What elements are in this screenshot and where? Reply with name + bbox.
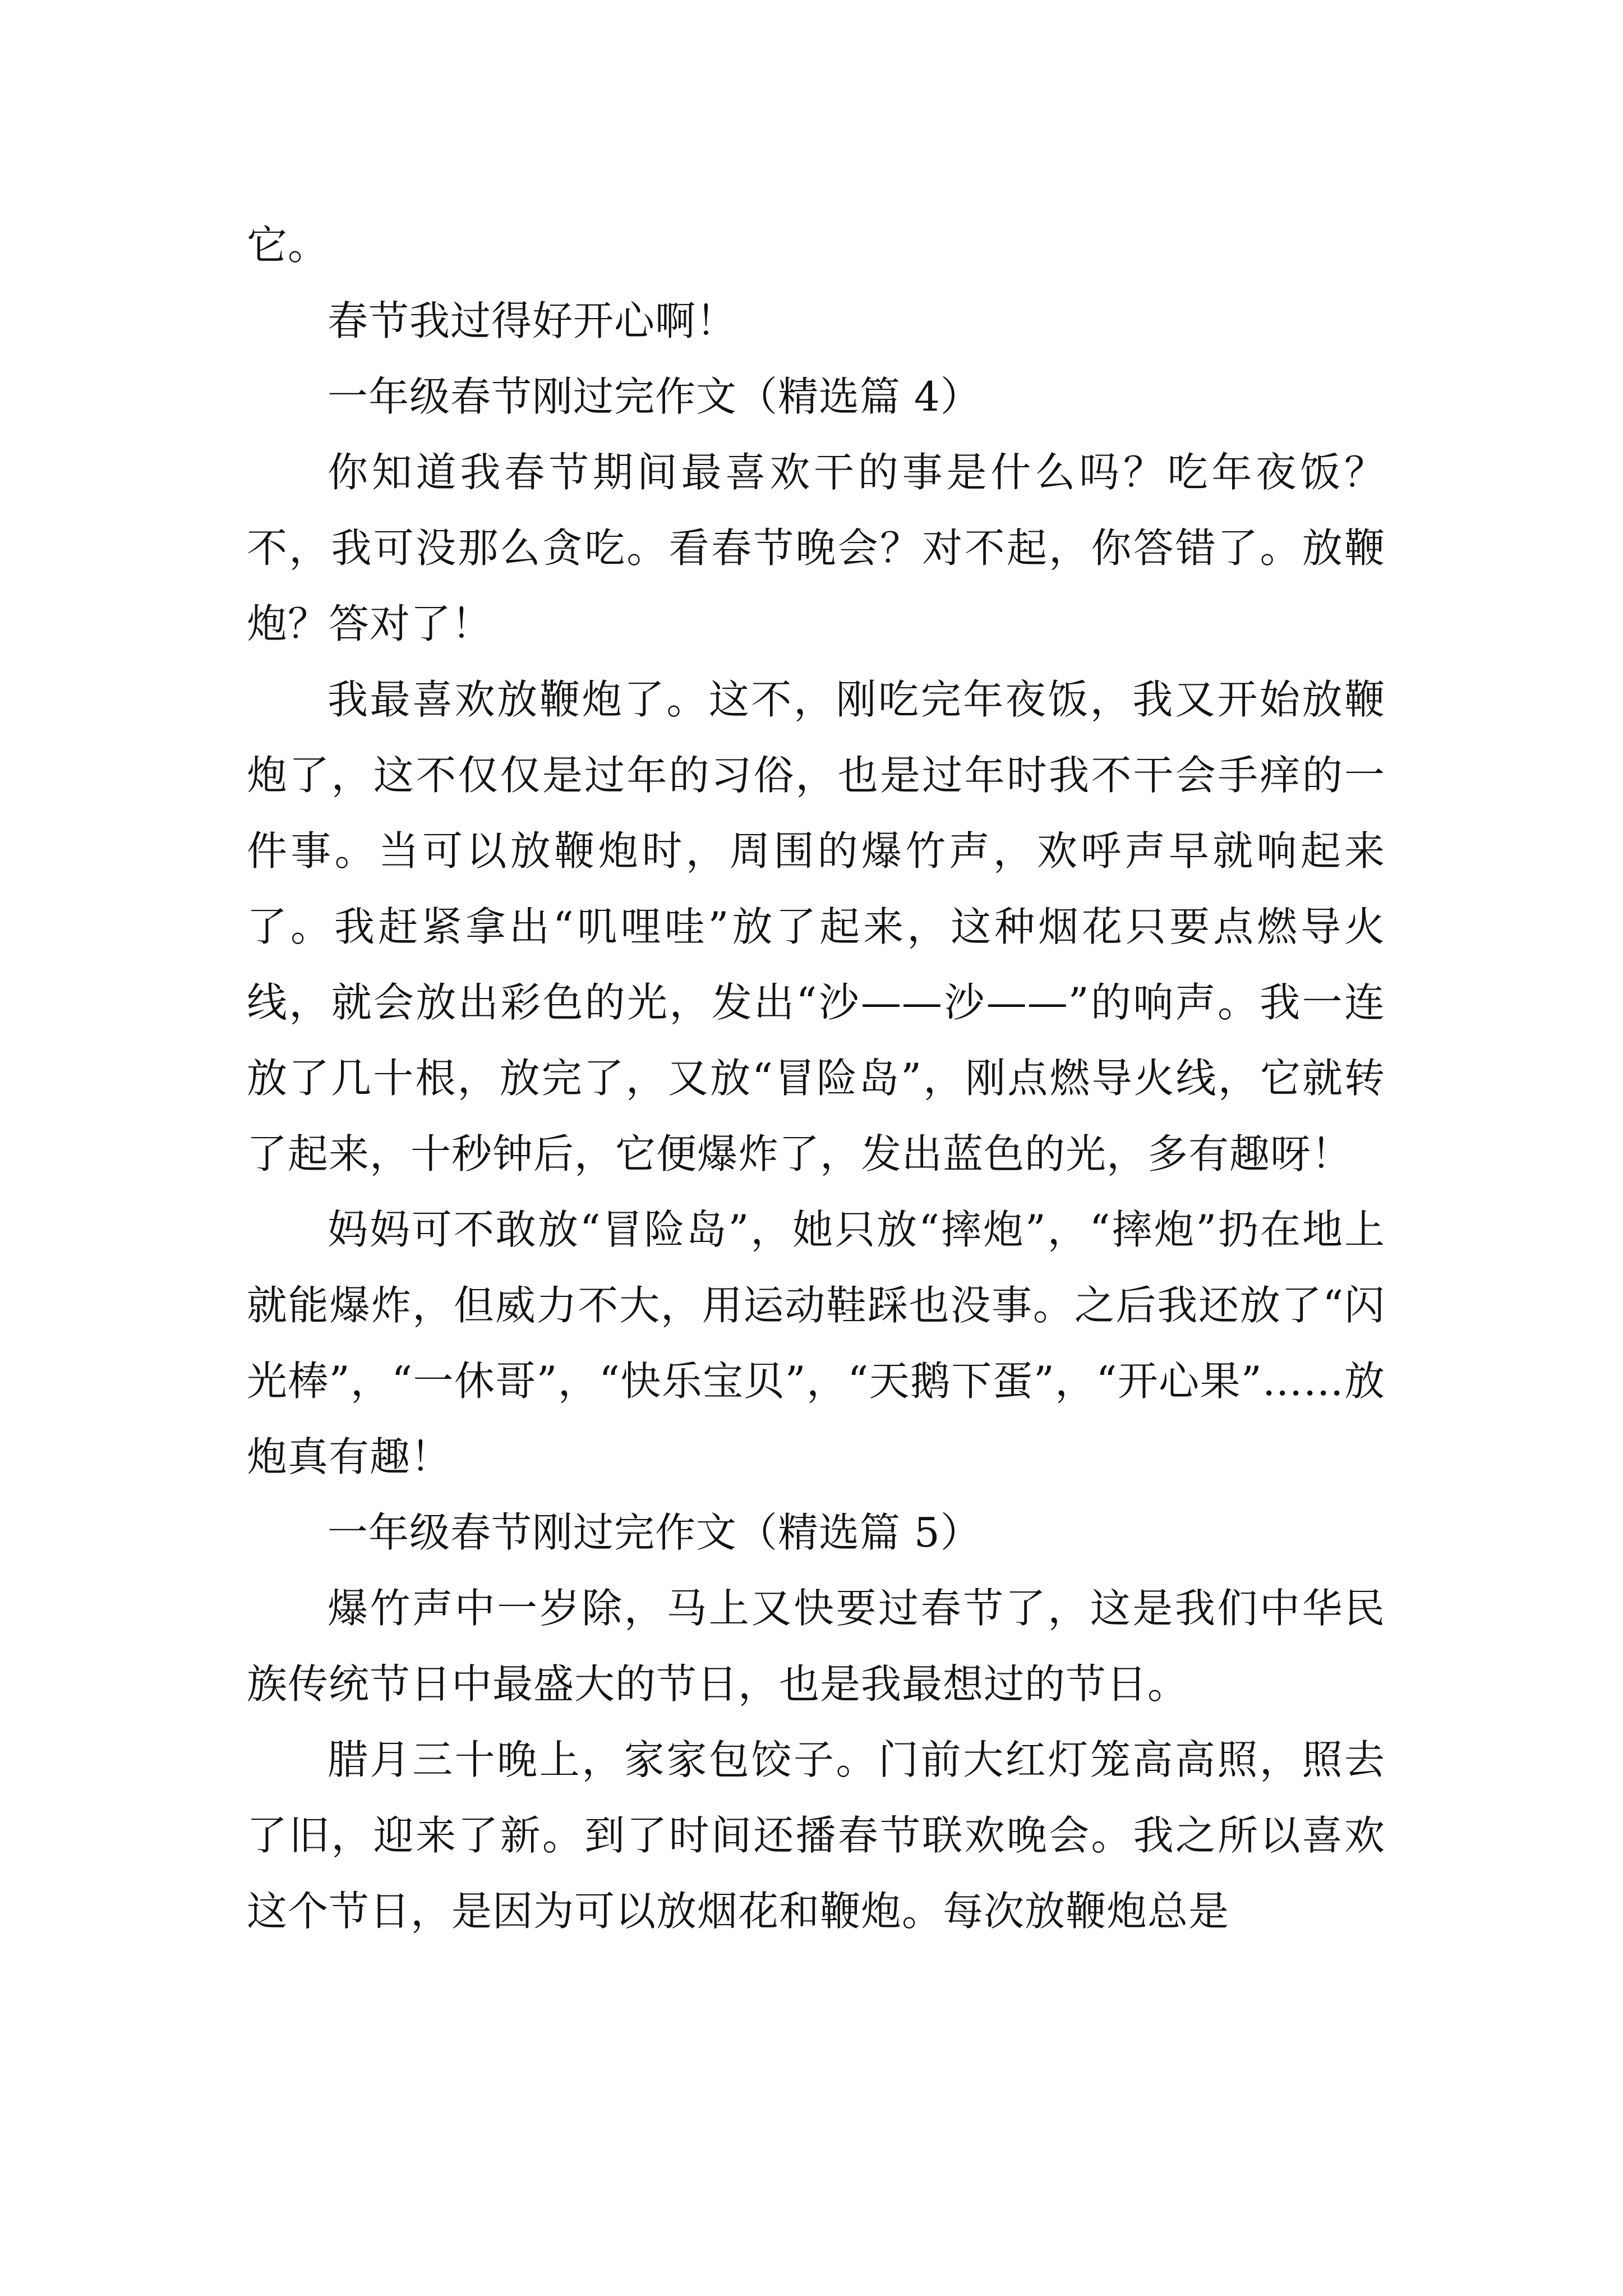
paragraph-continuation: 它。 — [247, 222, 329, 269]
paragraph-happy-spring-festival: 春节我过得好开心啊！ — [328, 297, 737, 344]
paragraph-mom-firecrackers: 妈妈可不敢放“冒险岛”，她只放“摔炮”，“摔炮”扔在地上就能爆炸，但威力不大，用运动鞋踩也没事。之后我还放了“闪光棒”，“一休哥”，“快乐宝贝”，“天鹅下蛋”，“开心果”……放炮真有趣！ — [247, 1206, 1385, 1480]
essay-heading-4: 一年级春节刚过完作文（精选篇 4） — [328, 373, 981, 420]
paragraph-firecrackers: 我最喜欢放鞭炮了。这不，刚吃完年夜饭，我又开始放鞭炮了，这不仅仅是过年的习俗，也是过年时我不干会手痒的一件事。当可以放鞭炮时，周围的爆竹声，欢呼声早就响起来了。我赶紧拿出“叽哩哇”放了起来，这种烟花只要点燃导火线，就会放出彩色的光，发出“沙——沙——”的响声。我一连放了几十根，放完了，又放“冒险岛”，刚点燃导火线，它就转了起来，十秒钟后，它便爆炸了，发出蓝色的光，多有趣呀！ — [247, 676, 1385, 1177]
paragraph-greatest-festival: 爆竹声中一岁除，马上又快要过春节了，这是我们中华民族传统节日中最盛大的节日，也是我最想过的节日。 — [247, 1585, 1385, 1708]
document-body — [247, 208, 1385, 1949]
paragraph-new-years-eve: 腊月三十晚上，家家包饺子。门前大红灯笼高高照，照去了旧，迎来了新。到了时间还播春节联欢晚会。我之所以喜欢这个节日，是因为可以放烟花和鞭炮。每次放鞭炮总是 — [247, 1736, 1385, 1935]
essay-heading-5: 一年级春节刚过完作文（精选篇 5） — [328, 1509, 981, 1556]
paragraph-favorite-activity: 你知道我春节期间最喜欢干的事是什么吗？吃年夜饭？不，我可没那么贪吃。看春节晚会？对不起，你答错了。放鞭炮？答对了！ — [247, 449, 1385, 647]
